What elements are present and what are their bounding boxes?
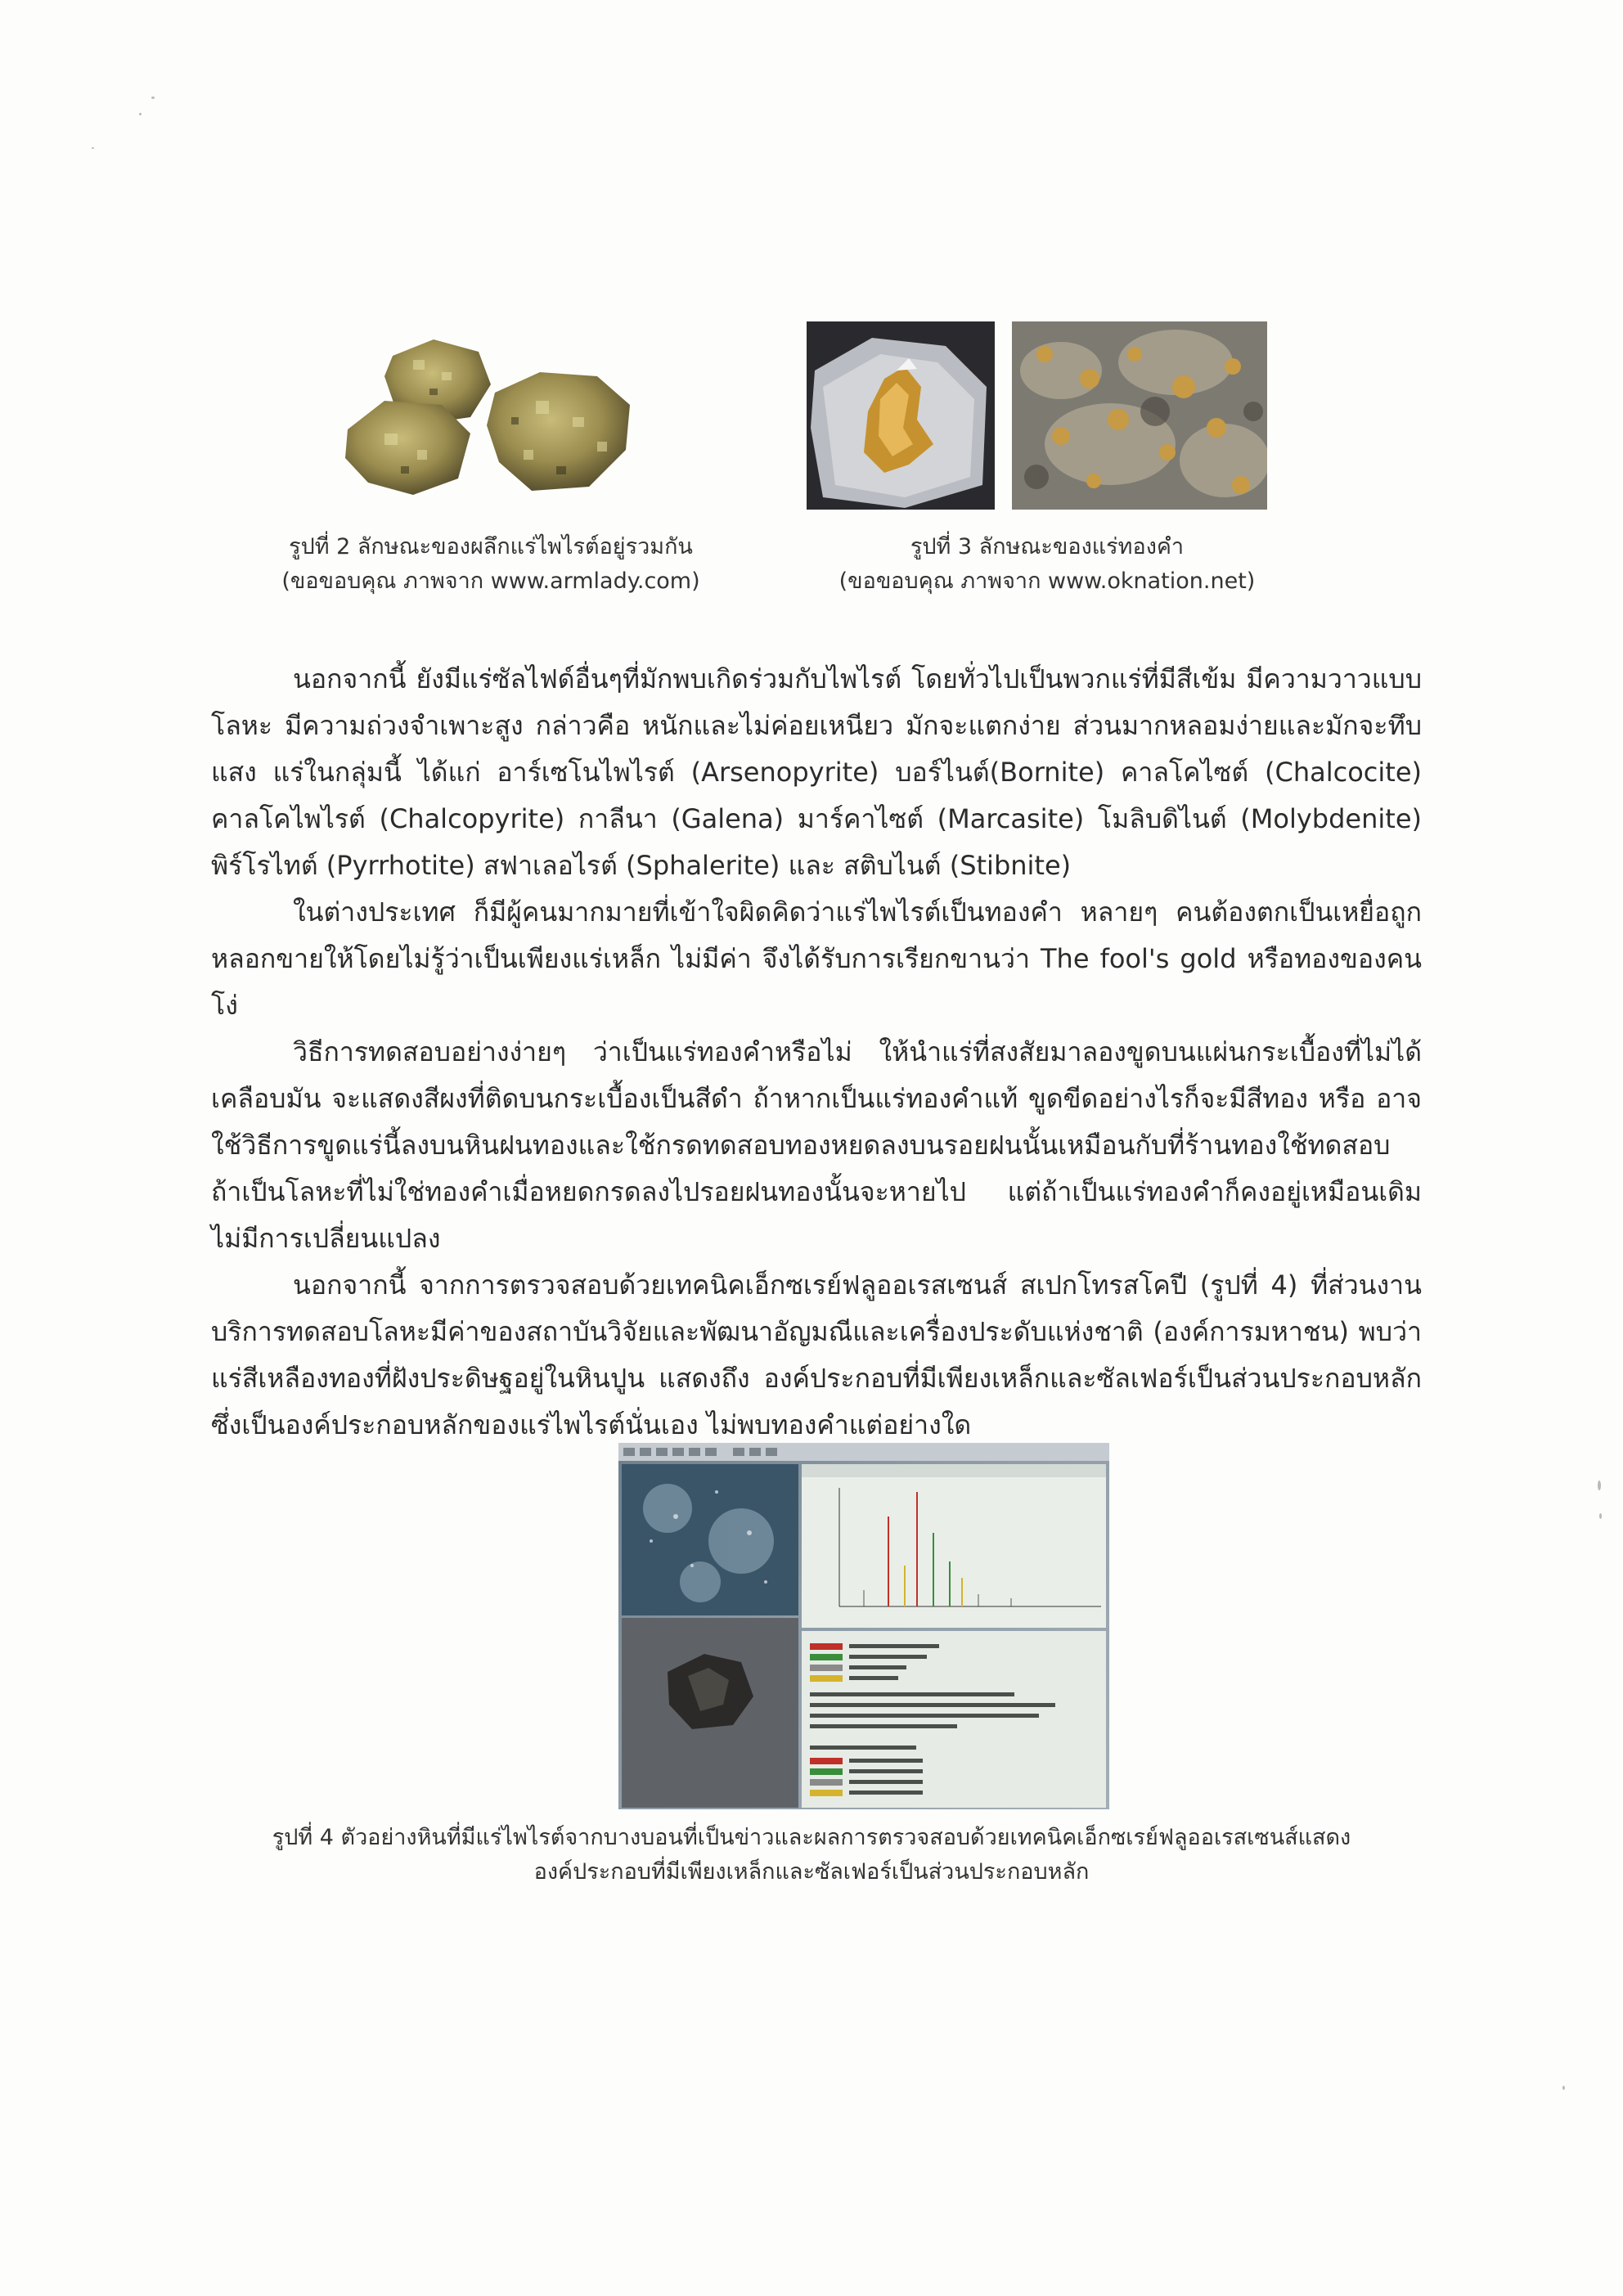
figure-2-photo — [335, 327, 646, 507]
figure-2-caption-line2: (ขอขอบคุณ ภาพจาก www.armlady.com) — [281, 568, 700, 594]
pyrite-crystals-image — [335, 327, 646, 507]
scan-speck — [92, 147, 94, 149]
figure-3-caption-line1: รูปที่ 3 ลักษณะของแร่ทองคำ — [910, 534, 1185, 559]
figure-4-caption-line2: องค์ประกอบที่มีเพียงเหล็กและซัลเฟอร์เป็นส่วนประกอบหลัก — [533, 1859, 1090, 1885]
scan-speck — [1599, 1513, 1602, 1519]
gold-in-quartz-image — [807, 321, 995, 510]
figure-2-caption — [245, 530, 736, 599]
scan-speck — [1562, 2086, 1565, 2090]
scan-speck — [1598, 1480, 1601, 1490]
figure-2-caption-line1: รูปที่ 2 ลักษณะของผลึกแร่ไพไรต์อยู่รวมกัน — [289, 534, 693, 559]
figure-4-photo — [618, 1443, 1109, 1809]
paragraph-4: นอกจากนี้ จากการตรวจสอบด้วยเทคนิคเอ็กซเรย์ฟลูออเรสเซนส์ สเปกโทรสโคปี (รูปที่ 4) ที่ส่วนงานบริการทดสอบโลหะมีค่าของสถาบันวิจัยและพัฒนาอัญมณีและเครื่องประดับแห่งชาติ (องค์การมหาชน) พบว่าแร่สีเหลืองทองที่ฝังประดิษฐอยู่ในหินปูน แสดงถึง องค์ประกอบที่มีเพียงเหล็กและซัลเฟอร์เป็นส่วนประกอบหลัก ซึ่งเป็นองค์ประกอบหลักของแร่ไพไรต์นั่นเอง ไม่พบทองคำแต่อย่างใด — [211, 1269, 1422, 1440]
xrf-spectrum-screen-image — [618, 1443, 1109, 1809]
paragraph-1: นอกจากนี้ ยังมีแร่ซัลไฟด์อื่นๆที่มักพบเกิดร่วมกับไพไรต์ โดยทั่วไปเป็นพวกแร่ที่มีสีเข้ม มีความวาวแบบโลหะ มีความถ่วงจำเพาะสูง กล่าวคือ หนักและไม่ค่อยเหนียว มักจะแตกง่าย ส่วนมากหลอมง่ายและมักจะทึบแสง แร่ในกลุ่มนี้ ได้แก่ อาร์เซโนไพไรต์ (Arsenopyrite) บอร์ไนต์(Bornite) คาลโคไซต์ (Chalcocite) คาลโคไพไรต์ (Chalcopyrite) กาลีนา (Galena) มาร์คาไซต์ (Marcasite) โมลิบดิไนต์ (Molybdenite) พิร์โรไทต์ (Pyrrhotite) สฟาเลอไรต์ (Sphalerite) และ สติบไนต์ (Stibnite) — [211, 663, 1422, 881]
figure-4-caption-line1: รูปที่ 4 ตัวอย่างหินที่มีแร่ไพไรต์จากบางบอนที่เป็นข่าวและผลการตรวจสอบด้วยเทคนิคเอ็กซเรย์ฟลูออเรสเซนส์แสดง — [272, 1825, 1351, 1850]
figure-3-caption-line2: (ขอขอบคุณ ภาพจาก www.oknation.net) — [838, 568, 1256, 594]
paragraph-3: วิธีการทดสอบอย่างง่ายๆ ว่าเป็นแร่ทองคำหรือไม่ ให้นำแร่ที่สงสัยมาลองขูดบนแผ่นกระเบื้องที่ไม่ได้เคลือบมัน จะแสดงสีผงที่ติดบนกระเบื้องเป็นสีดำ ถ้าหากเป็นแร่ทองคำแท้ ขูดขีดอย่างไรก็จะมีสีทอง หรือ อาจใช้วิธีการขูดแร่นี้ลงบนหินฝนทองและใช้กรดทดสอบทองหยดลงบนรอยฝนนั้นเหมือนกับที่ร้านทองใช้ทดสอบ ถ้าเป็นโลหะที่ไม่ใช่ทองคำเมื่อหยดกรดลงไปรอยฝนทองนั้นจะหายไป แต่ถ้าเป็นแร่ทองคำก็คงอยู่เหมือนเดิมไม่มีการเปลี่ยนแปลง — [211, 1036, 1422, 1254]
figure-4-caption — [245, 1821, 1378, 1889]
scan-speck — [139, 113, 142, 115]
figure-3-caption — [818, 530, 1276, 599]
figure-3-photo-right — [1012, 321, 1267, 510]
body-text — [211, 656, 1422, 1449]
gold-ore-rock-image — [1012, 321, 1267, 510]
paragraph-2: ในต่างประเทศ ก็มีผู้คนมากมายที่เข้าใจผิดคิดว่าแร่ไพไรต์เป็นทองคำ หลายๆ คนต้องตกเป็นเหยื่อถูกหลอกขายให้โดยไม่รู้ว่าเป็นเพียงแร่เหล็ก ไม่มีค่า จึงได้รับการเรียกขานว่า The fool's gold หรือทองของคนโง่ — [211, 896, 1422, 1021]
figure-3-photo-left — [807, 321, 995, 510]
scan-speck — [151, 97, 155, 99]
